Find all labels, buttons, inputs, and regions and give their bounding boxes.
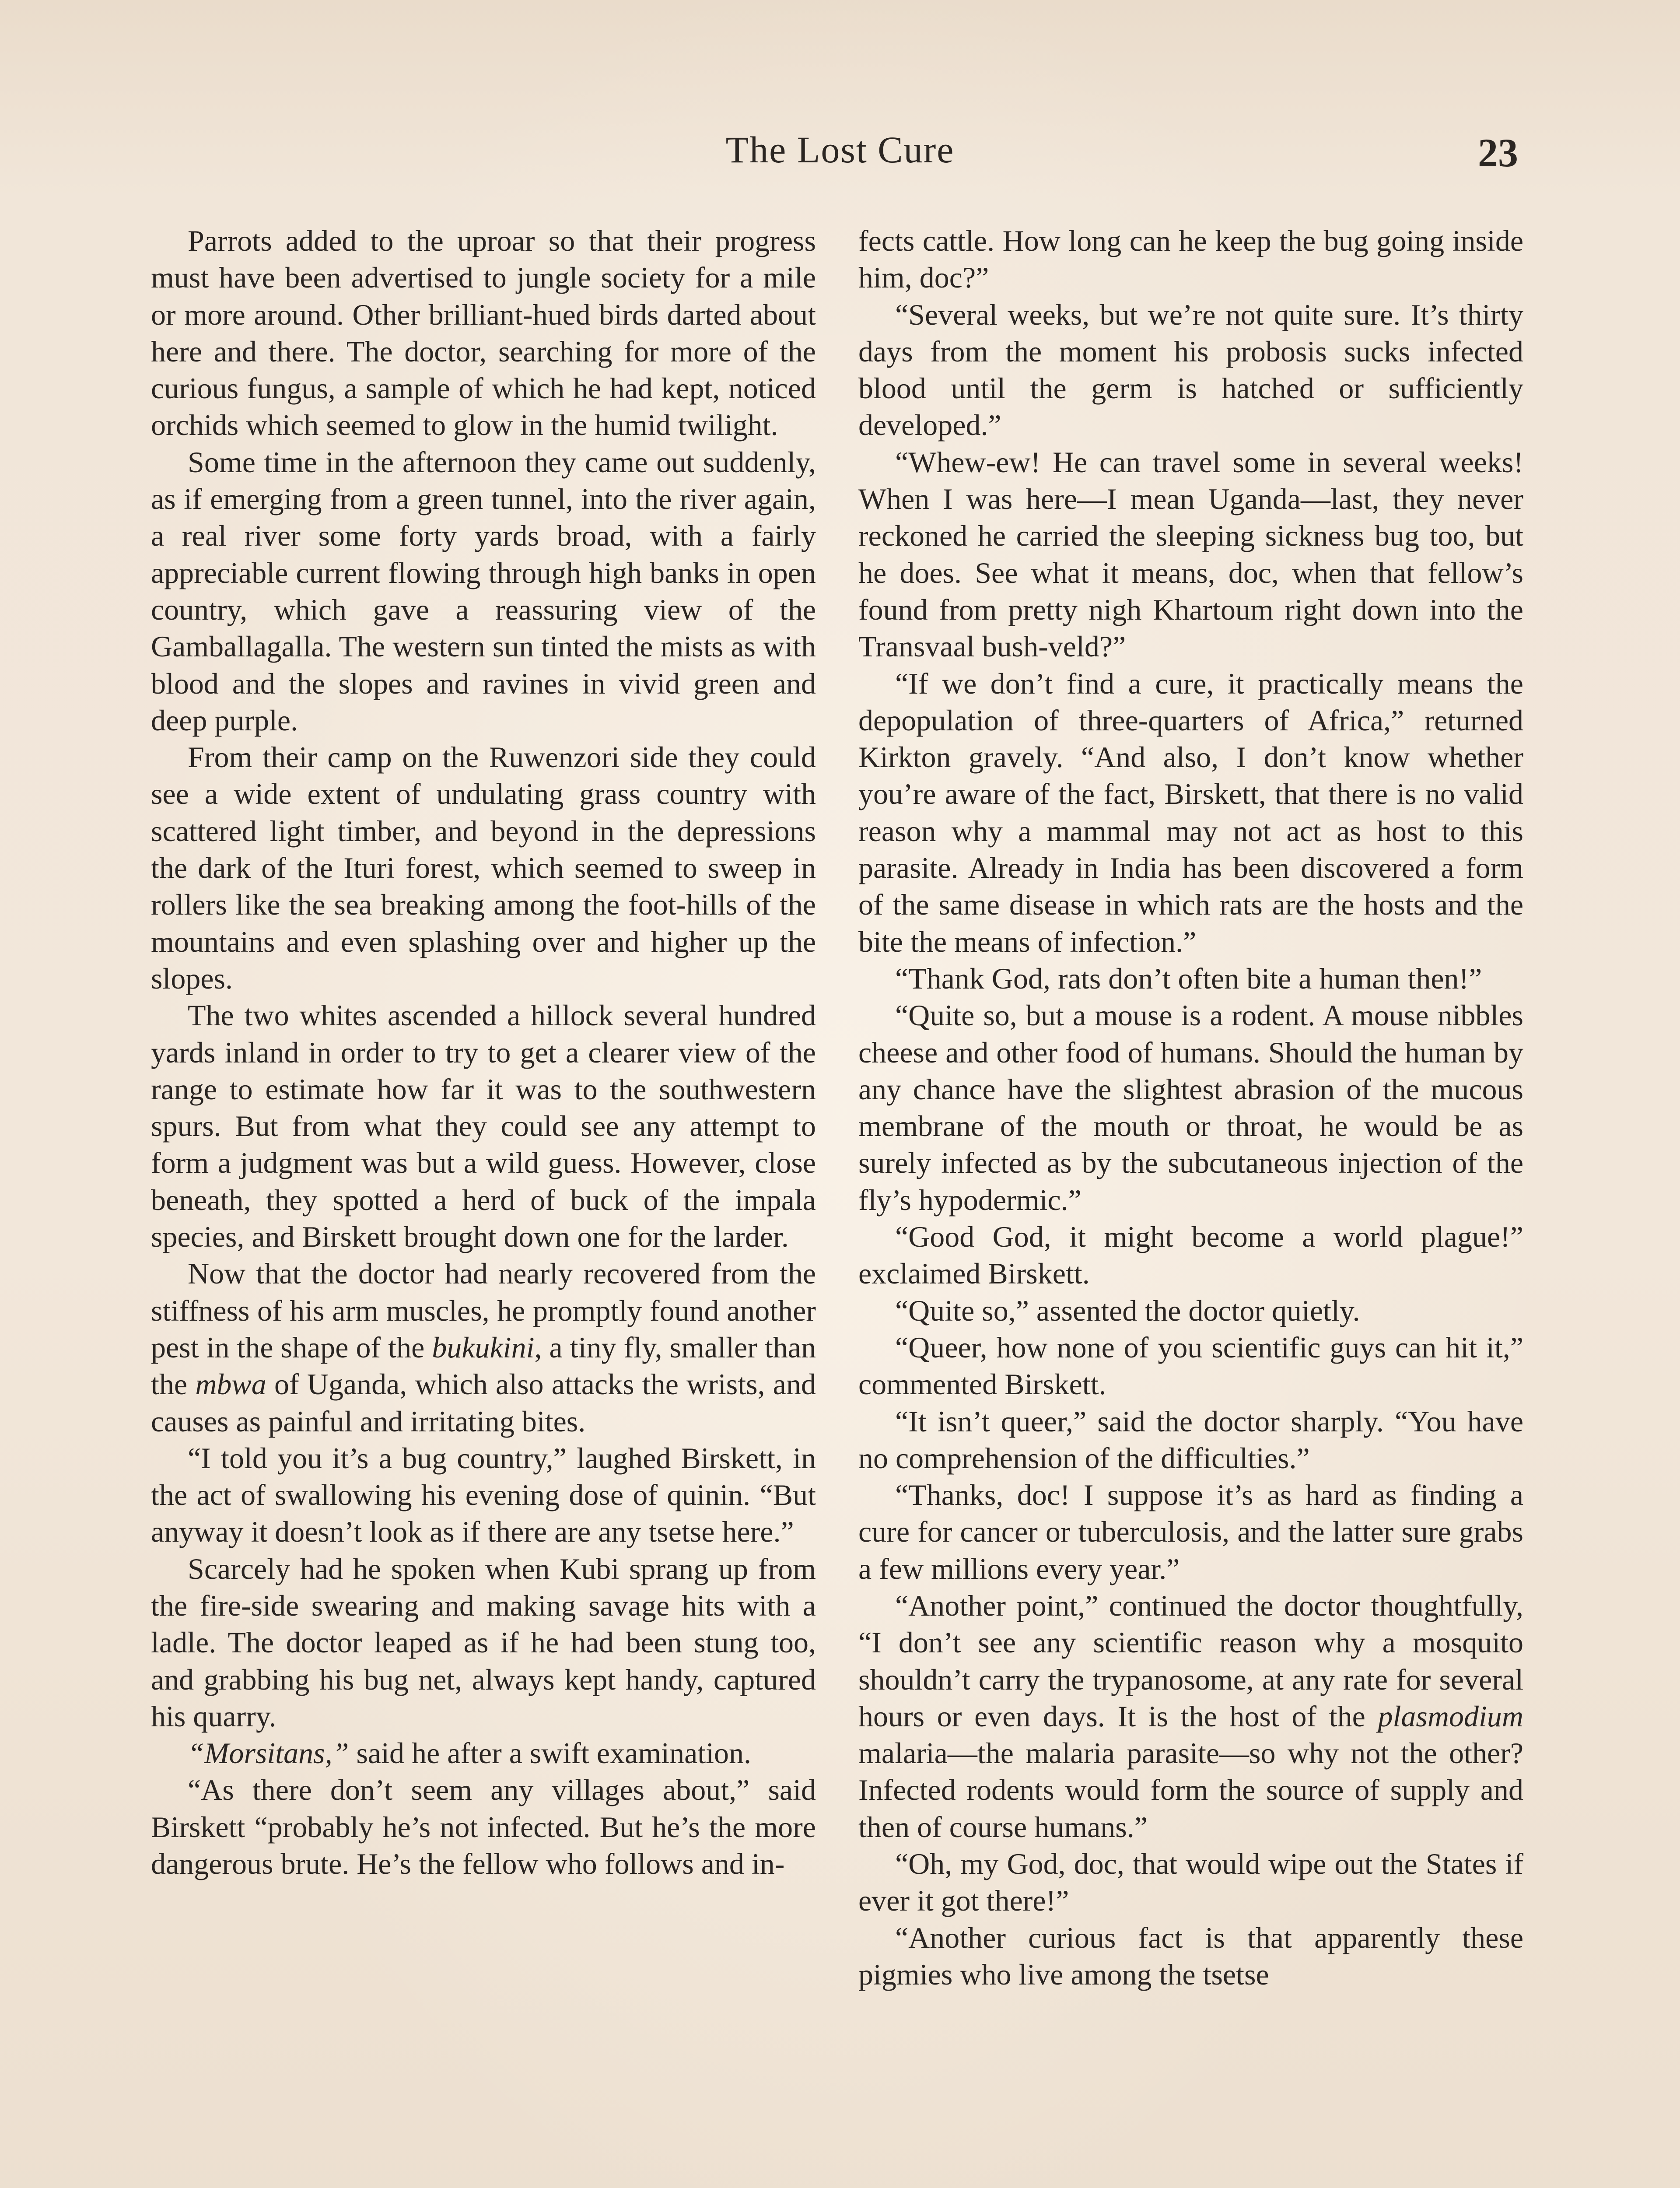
paragraph: Parrots added to the uproar so that their progress must have been advertised to jungle society for a mile or more around. Other brilliant-hued birds darted about here and there. The doctor, searching for more of the curious fungus, a sample of which he had kept, noticed orchids which seemed to glow in the humid twilight. <box>151 224 816 442</box>
paragraph: “Oh, my God, doc, that would wipe out the States if ever it got there!” <box>858 1847 1523 1918</box>
paragraph: “Good God, it might become a world plague!” exclaimed Birskett. <box>858 1220 1523 1290</box>
paragraph: “I told you it’s a bug country,” laughed Birskett, in the act of swallowing his evening dose of quinin. “But anyway it doesn’t look as if there are any tsetse here.” <box>151 1441 816 1549</box>
paragraph: “Thanks, doc! I suppose it’s as hard as finding a cure for cancer or tuberculosis, and the latter sure grabs a few millions every year.” <box>858 1478 1523 1585</box>
paragraph: “Several weeks, but we’re not quite sure. It’s thirty days from the moment his probosis sucks infected blood until the germ is hatched or sufficiently developed.” <box>858 298 1523 442</box>
paragraph: “It isn’t queer,” said the doctor sharply. “You have no comprehension of the difficulties.” <box>858 1404 1523 1475</box>
paragraph: “If we don’t find a cure, it practically means the depopulation of three-quarters of Africa,” returned Kirkton gravely. “And also, I don’t know whether you’re aware of the fact, Birskett, that there is no valid reason why a mammal may not act as host to this parasite. Already in India has been discovered a form of the same disease in which rats are the hosts and the bite the means of infection.” <box>858 666 1523 958</box>
italic-term: plasmodium <box>1378 1699 1523 1733</box>
paragraph: From their camp on the Ruwenzori side they could see a wide extent of undulating grass country with scattered light timber, and beyond in the depressions the dark of the Ituri forest, which seemed to sweep in rollers like the sea breaking among the foot-hills of the mountains and even splashing over and higher up the slopes. <box>151 740 816 995</box>
paragraph <box>151 1735 816 1771</box>
text-column-left <box>151 222 816 1882</box>
running-header-title: The Lost Cure <box>725 129 955 171</box>
paragraph: “Whew-ew! He can travel some in several weeks! When I was here—I mean Uganda—last, they never reckoned he carried the sleeping sickness bug too, but he does. See what it means, doc, when that fellow’s found from pretty nigh Khartoum right down into the Transvaal bush-veld?” <box>858 445 1523 663</box>
paragraph: “Quite so, but a mouse is a rodent. A mouse nibbles cheese and other food of humans. Should the human by any chance have the slightest abrasion of the mucous membrane of the mouth or throat, he would be as surely infected as by the subcutaneous injection of the fly’s hypodermic.” <box>858 999 1523 1217</box>
paragraph-text: said he after a swift examination. <box>349 1736 752 1770</box>
paragraph <box>151 1255 816 1439</box>
paragraph: “Queer, how none of you scientific guys can hit it,” commented Birskett. <box>858 1330 1523 1401</box>
paragraph: “Quite so,” assented the doctor quietly. <box>895 1294 1360 1327</box>
paragraph: Scarcely had he spoken when Kubi sprang up from the fire-side swearing and making savage hits with a ladle. The doctor leaped as if he had been stung too, and grabbing his bug net, always kept handy, captured his quarry. <box>151 1552 816 1733</box>
paragraph: Some time in the afternoon they came out suddenly, as if emerging from a green tunnel, into the river again, a real river some forty yards broad, with a fairly appreciable current flowing through high banks in open country, which gave a reassuring view of the Gamballagalla. The western sun tinted the mists as with blood and the slopes and ravines in vivid green and deep purple. <box>151 445 816 737</box>
paragraph-text: of Uganda, which also attacks the wrists, and causes as painful and irritating bites. <box>151 1368 816 1438</box>
italic-term: mbwa <box>195 1368 266 1401</box>
paragraph: “Thank God, rats don’t often bite a human then!” <box>895 961 1482 995</box>
paragraph-text: Now that the doctor had nearly recovered from the stiffness of his arm muscles, he promptly found another pest in the shape of the <box>151 1257 816 1364</box>
italic-term: “Morsitans,” <box>188 1736 349 1770</box>
paragraph: “Another curious fact is that apparently these pigmies who live among the tsetse <box>858 1921 1523 1991</box>
paragraph: “As there don’t seem any villages about,” said Birskett “probably he’s not infected. But he’s the more dangerous brute. He’s the fellow who follows and in- <box>151 1773 816 1881</box>
paragraph: The two whites ascended a hillock several hundred yards inland in order to try to get a clearer view of the range to estimate how far it was to the southwestern spurs. But from what they could see any attempt to form a judgment was but a wild guess. However, close beneath, they spotted a herd of buck of the impala species, and Birskett brought down one for the larder. <box>151 999 816 1254</box>
paragraph-text: “Another point,” continued the doctor thoughtfully, “I don’t see any scientific reason why a mosquito shouldn’t carry the trypanosome, at any rate for several hours or even days. It is the host of the <box>858 1588 1523 1733</box>
paragraph-text: malaria—the malaria parasite—so why not the other? Infected rodents would form the source of supply and then of course humans.” <box>858 1736 1523 1844</box>
italic-term: bukukini <box>432 1330 535 1364</box>
page-number: 23 <box>1478 130 1518 175</box>
paragraph <box>858 1587 1523 1845</box>
paragraph-continued: fects cattle. How long can he keep the bug going inside him, doc?” <box>858 224 1523 295</box>
paragraph-text: , a tiny fly, smaller than the <box>151 1330 816 1401</box>
text-column-right <box>858 222 1523 1993</box>
